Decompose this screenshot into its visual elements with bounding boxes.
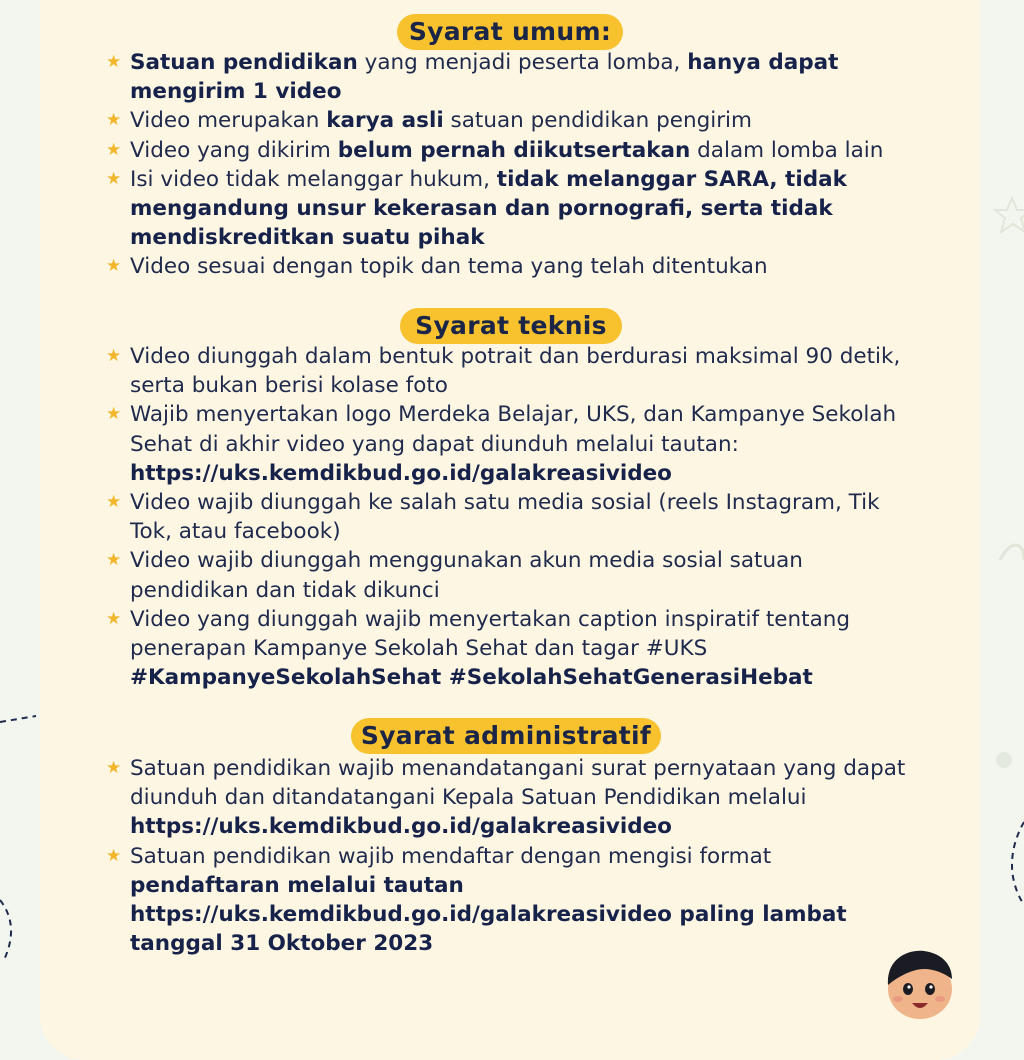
bold-text: tidak melanggar SARA, tidak mengandung unsur kekerasan dan pornografi, serta tidak mendiskreditkan suatu pihak (130, 166, 847, 251)
text: Satuan pendidikan wajib mendaftar dengan mengisi format (130, 843, 772, 869)
list-item (106, 754, 906, 842)
text: dalam lomba lain (690, 137, 884, 163)
list-item (106, 342, 906, 400)
text: Video sesuai dengan topik dan tema yang telah ditentukan (130, 254, 768, 280)
list-item (106, 106, 906, 135)
text: Satuan pendidikan wajib menandatangani surat pernyataan yang dapat diunduh dan ditandatangani Kepala Satuan Pendidikan melalui (130, 756, 906, 811)
star-bullet-icon: ★ (106, 608, 122, 629)
bold-text: karya asli (326, 108, 444, 134)
text: Video merupakan (130, 108, 327, 134)
list-item (106, 400, 906, 488)
list-syarat-administratif (106, 754, 906, 958)
list-syarat-teknis (106, 342, 906, 692)
text: satuan pendidikan pengirim (443, 108, 752, 134)
star-bullet-icon: ★ (106, 845, 122, 866)
bold-text: pendaftaran melalui tautan https://uks.kemdikbud.go.id/galakreasivideo paling lambat tanggal 31 Oktober 2023 (130, 872, 847, 957)
star-bullet-icon: ★ (106, 758, 122, 778)
bold-text: belum pernah diikutsertakan (337, 137, 691, 163)
star-bullet-icon: ★ (106, 550, 122, 571)
text: Video yang diunggah wajib menyertakan caption inspiratif tentang penerapan Kampanye Sekolah Sehat dan tagar #UKS (130, 606, 851, 662)
text: Wajib menyertakan logo Merdeka Belajar, UKS, dan Kampanye Sekolah Sehat di akhir video yang dapat diunduh melalui tautan: (130, 402, 897, 457)
list-item (106, 488, 906, 546)
star-bullet-icon: ★ (106, 256, 122, 277)
list-item (106, 842, 906, 959)
bold-text: Satuan pendidikan (130, 50, 358, 75)
list-item (106, 48, 906, 106)
text: Video wajib diunggah ke salah satu media sosial (reels Instagram, Tik Tok, atau facebook) (130, 490, 880, 545)
star-bullet-icon: ★ (106, 168, 122, 189)
star-bullet-icon: ★ (106, 139, 122, 160)
bold-text: hanya dapat mengirim 1 video (130, 50, 839, 105)
section-title-administratif: Syarat administratif (351, 718, 661, 754)
bold-text: https://uks.kemdikbud.go.id/galakreasivideo (130, 460, 672, 486)
list-item (106, 252, 906, 281)
section-title-umum: Syarat umum: (397, 14, 623, 50)
bold-text: #KampanyeSekolahSehat #SekolahSehatGenerasiHebat (130, 665, 813, 691)
list-item (106, 165, 906, 253)
star-bullet-icon: ★ (106, 346, 122, 366)
section-title-teknis: Syarat teknis (400, 308, 622, 344)
star-bullet-icon: ★ (106, 52, 122, 72)
list-syarat-umum (106, 48, 906, 282)
list-item (106, 546, 906, 604)
star-bullet-icon: ★ (106, 492, 122, 513)
text: Video wajib diunggah menggunakan akun media sosial satuan pendidikan dan tidak dikunci (130, 548, 803, 603)
bold-text: https://uks.kemdikbud.go.id/galakreasivideo (130, 814, 672, 840)
text: yang menjadi peserta lomba, (357, 50, 688, 75)
text: Isi video tidak melanggar hukum, (130, 166, 497, 192)
text: Video diunggah dalam bentuk potrait dan berdurasi maksimal 90 detik, serta bukan berisi kolase foto (130, 344, 901, 399)
list-item (106, 136, 906, 165)
star-bullet-icon: ★ (106, 110, 122, 131)
mascot-boy-illustration (880, 945, 960, 1024)
star-bullet-icon: ★ (106, 404, 122, 425)
text: Video yang dikirim (130, 137, 338, 163)
list-item (106, 605, 906, 693)
